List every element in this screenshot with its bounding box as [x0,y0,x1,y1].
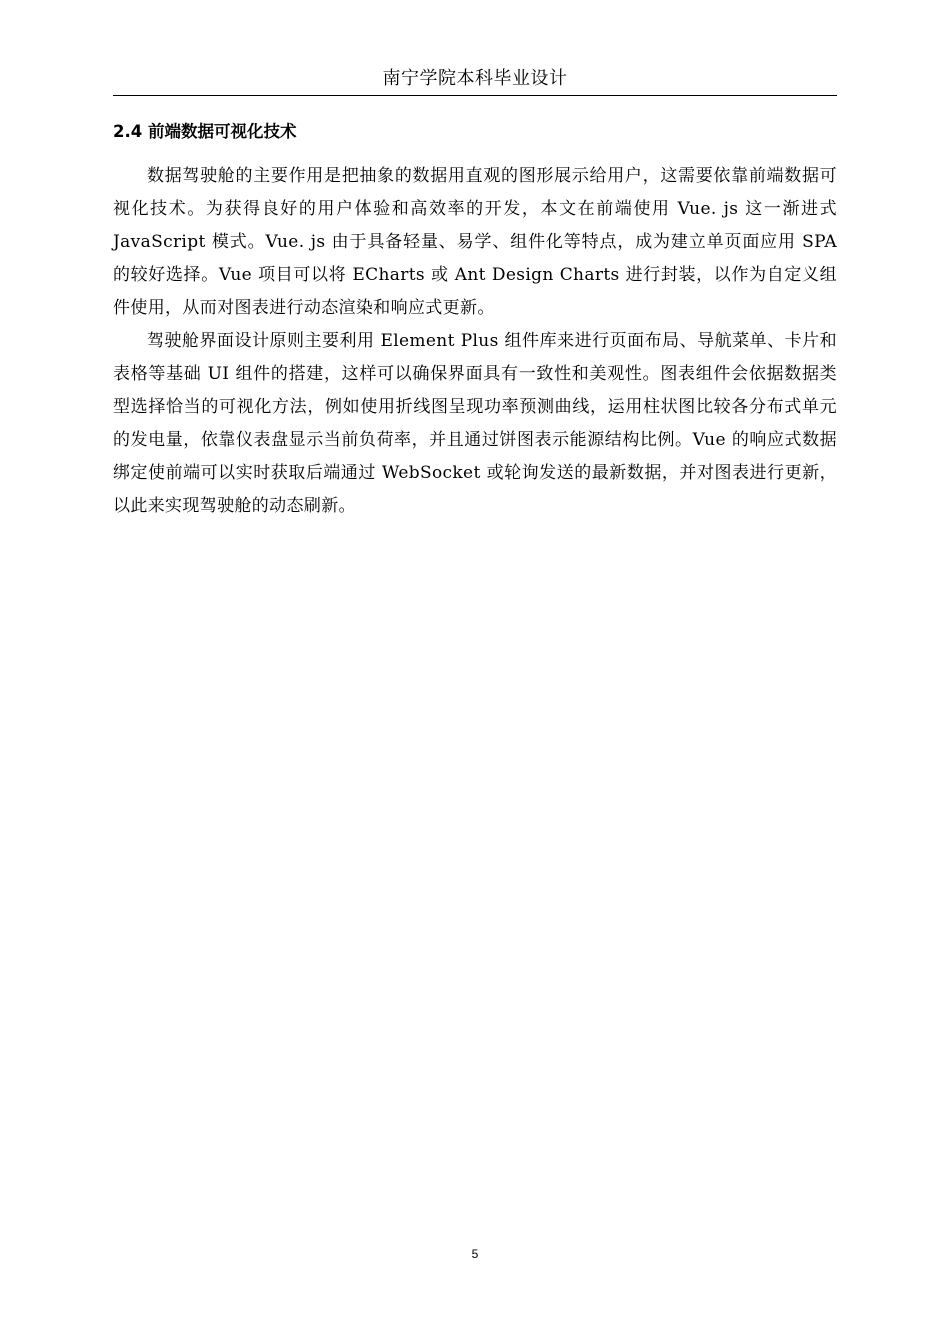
paragraph-1: 数据驾驶舱的主要作用是把抽象的数据用直观的图形展示给用户，这需要依靠前端数据可视化技术。为获得良好的用户体验和高效率的开发，本文在前端使用 Vue. js 这一渐进式 JavaScript 模式。Vue. js 由于具备轻量、易学、组件化等特点，成为建立单页面应用 SPA 的较好选择。Vue 项目可以将 ECharts 或 Ant Design Charts 进行封装，以作为自定义组件使用，从而对图表进行动态渲染和响应式更新。 [113,166,837,318]
page-number: 5 [471,1247,479,1261]
section-heading: 2.4 前端数据可视化技术 [113,122,297,141]
header-rule [113,95,837,96]
body-text [113,160,837,523]
paragraph-2: 驾驶舱界面设计原则主要利用 Element Plus 组件库来进行页面布局、导航菜单、卡片和表格等基础 UI 组件的搭建，这样可以确保界面具有一致性和美观性。图表组件会依据数据类型选择恰当的可视化方法，例如使用折线图呈现功率预测曲线，运用柱状图比较各分布式单元的发电量，依靠仪表盘显示当前负荷率，并且通过饼图表示能源结构比例。Vue 的响应式数据绑定使前端可以实时获取后端通过 WebSocket 或轮询发送的最新数据，并对图表进行更新，以此来实现驾驶舱的动态刷新。 [113,331,837,516]
page-header: 南宁学院本科毕业设计 [382,68,568,89]
